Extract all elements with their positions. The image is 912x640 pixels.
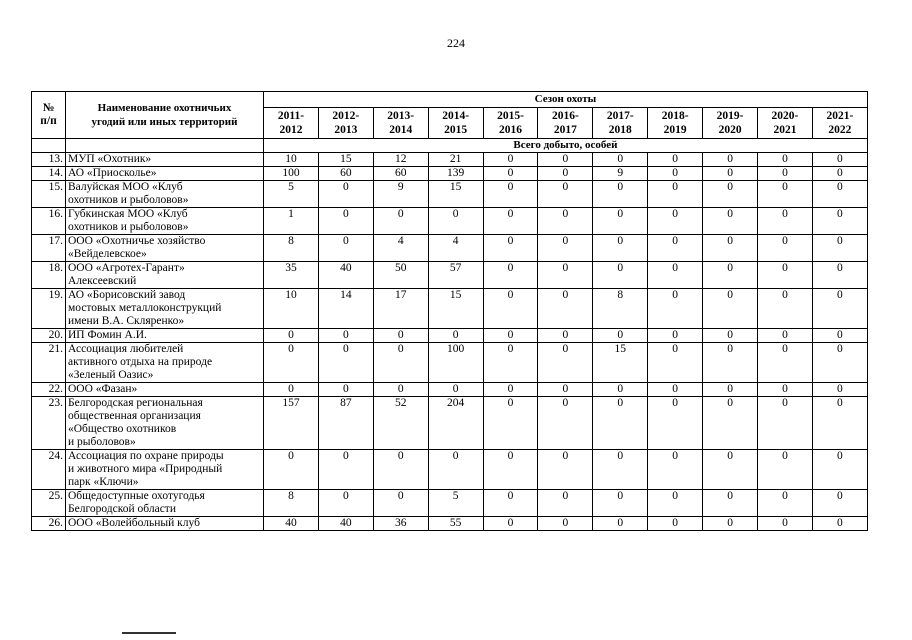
row-value: 0 [812, 208, 867, 235]
row-number: 13. [32, 153, 66, 167]
row-value: 15 [428, 289, 483, 329]
row-value: 0 [703, 262, 758, 289]
row-name: МУП «Охотник» [66, 153, 264, 167]
row-value: 0 [812, 289, 867, 329]
header-total: Всего добыто, особей [264, 139, 868, 153]
row-name: ООО «Волейбольный клуб [66, 517, 264, 531]
row-value: 0 [703, 208, 758, 235]
row-value: 0 [703, 383, 758, 397]
row-value: 0 [373, 208, 428, 235]
row-value: 0 [648, 329, 703, 343]
row-value: 0 [703, 517, 758, 531]
row-value: 0 [812, 181, 867, 208]
row-value: 0 [483, 289, 538, 329]
header-year: 2016- 2017 [538, 108, 593, 139]
row-value: 0 [593, 383, 648, 397]
row-value: 0 [593, 329, 648, 343]
row-value: 0 [812, 329, 867, 343]
row-value: 15 [593, 343, 648, 383]
row-value: 0 [483, 153, 538, 167]
header-year: 2020- 2021 [758, 108, 813, 139]
row-value: 8 [593, 289, 648, 329]
row-name: ООО «Охотничье хозяйство «Вейделевское» [66, 235, 264, 262]
row-value: 0 [758, 517, 813, 531]
row-value: 0 [593, 235, 648, 262]
row-value: 0 [538, 517, 593, 531]
row-number: 25. [32, 490, 66, 517]
row-value: 0 [703, 153, 758, 167]
row-value: 0 [648, 167, 703, 181]
header-year: 2015- 2016 [483, 108, 538, 139]
row-value: 0 [812, 397, 867, 450]
row-value: 0 [538, 397, 593, 450]
row-value: 100 [264, 167, 319, 181]
row-value: 0 [538, 289, 593, 329]
table-row [32, 167, 868, 181]
table-row [32, 262, 868, 289]
row-value: 9 [373, 181, 428, 208]
row-value: 0 [483, 517, 538, 531]
row-value: 0 [538, 262, 593, 289]
table-row [32, 383, 868, 397]
row-number: 24. [32, 450, 66, 490]
row-value: 0 [758, 262, 813, 289]
header-year: 2011- 2012 [264, 108, 319, 139]
row-value: 4 [373, 235, 428, 262]
row-value: 40 [264, 517, 319, 531]
header-year: 2018- 2019 [648, 108, 703, 139]
row-value: 0 [538, 235, 593, 262]
row-value: 0 [373, 450, 428, 490]
header-name: Наименование охотничьих угодий или иных территорий [66, 92, 264, 139]
row-value: 0 [373, 343, 428, 383]
row-value: 12 [373, 153, 428, 167]
table-row [32, 490, 868, 517]
row-value: 0 [428, 208, 483, 235]
table-row [32, 208, 868, 235]
row-value: 0 [648, 517, 703, 531]
row-value: 14 [318, 289, 373, 329]
row-name: Ассоциация любителей активного отдыха на природе «Зеленый Оазис» [66, 343, 264, 383]
row-value: 0 [483, 167, 538, 181]
row-number: 20. [32, 329, 66, 343]
row-value: 0 [483, 383, 538, 397]
row-value: 0 [538, 490, 593, 517]
row-value: 0 [593, 397, 648, 450]
row-value: 0 [318, 208, 373, 235]
row-value: 0 [812, 235, 867, 262]
row-value: 204 [428, 397, 483, 450]
row-name: Валуйская МОО «Клуб охотников и рыболовов» [66, 181, 264, 208]
row-value: 0 [264, 329, 319, 343]
row-value: 0 [703, 235, 758, 262]
row-value: 0 [758, 450, 813, 490]
table-row [32, 153, 868, 167]
row-value: 0 [593, 208, 648, 235]
row-value: 0 [538, 383, 593, 397]
row-number: 16. [32, 208, 66, 235]
row-value: 0 [648, 397, 703, 450]
row-value: 40 [318, 517, 373, 531]
row-value: 0 [648, 235, 703, 262]
row-value: 40 [318, 262, 373, 289]
row-value: 0 [593, 153, 648, 167]
row-value: 0 [703, 289, 758, 329]
row-number: 18. [32, 262, 66, 289]
row-name: Ассоциация по охране природы и животного мира «Природный парк «Ключи» [66, 450, 264, 490]
row-number: 23. [32, 397, 66, 450]
row-name: АО «Борисовский завод мостовых металлоконструкций имени В.А. Скляренко» [66, 289, 264, 329]
header-season: Сезон охоты [264, 92, 868, 108]
header-year: 2017- 2018 [593, 108, 648, 139]
row-value: 5 [428, 490, 483, 517]
row-value: 15 [428, 181, 483, 208]
footer-rule [122, 632, 176, 634]
row-value: 0 [483, 235, 538, 262]
row-value: 0 [428, 450, 483, 490]
row-number: 15. [32, 181, 66, 208]
row-value: 0 [318, 343, 373, 383]
table-row [32, 517, 868, 531]
row-value: 0 [812, 167, 867, 181]
row-value: 0 [318, 329, 373, 343]
row-value: 0 [758, 167, 813, 181]
row-number: 21. [32, 343, 66, 383]
row-value: 0 [648, 262, 703, 289]
row-value: 0 [703, 343, 758, 383]
row-value: 0 [812, 490, 867, 517]
row-value: 0 [593, 450, 648, 490]
row-name: ИП Фомин А.И. [66, 329, 264, 343]
row-value: 0 [593, 517, 648, 531]
row-value: 0 [538, 450, 593, 490]
row-value: 0 [428, 329, 483, 343]
row-value: 0 [483, 208, 538, 235]
row-value: 0 [264, 450, 319, 490]
row-number: 19. [32, 289, 66, 329]
row-value: 0 [318, 181, 373, 208]
row-value: 0 [373, 329, 428, 343]
row-value: 0 [812, 153, 867, 167]
row-value: 60 [318, 167, 373, 181]
row-value: 0 [428, 383, 483, 397]
row-value: 0 [483, 329, 538, 343]
row-number: 17. [32, 235, 66, 262]
row-value: 0 [483, 181, 538, 208]
row-value: 0 [373, 490, 428, 517]
row-value: 87 [318, 397, 373, 450]
row-value: 157 [264, 397, 319, 450]
row-value: 50 [373, 262, 428, 289]
row-value: 0 [538, 208, 593, 235]
row-value: 0 [538, 181, 593, 208]
table-row [32, 343, 868, 383]
row-value: 0 [483, 397, 538, 450]
row-value: 0 [758, 235, 813, 262]
row-value: 0 [758, 289, 813, 329]
header-blank [66, 139, 264, 153]
row-value: 52 [373, 397, 428, 450]
table-row [32, 329, 868, 343]
row-name: ООО «Агротех-Гарант» Алексеевский [66, 262, 264, 289]
row-value: 9 [593, 167, 648, 181]
row-value: 5 [264, 181, 319, 208]
row-value: 0 [538, 153, 593, 167]
table-row [32, 397, 868, 450]
row-value: 0 [264, 383, 319, 397]
row-value: 0 [483, 450, 538, 490]
row-value: 0 [758, 397, 813, 450]
row-value: 0 [538, 343, 593, 383]
row-number: 14. [32, 167, 66, 181]
row-value: 10 [264, 289, 319, 329]
row-value: 0 [483, 343, 538, 383]
row-value: 8 [264, 490, 319, 517]
row-value: 0 [318, 235, 373, 262]
row-value: 0 [593, 262, 648, 289]
row-number: 26. [32, 517, 66, 531]
table-row [32, 181, 868, 208]
row-value: 0 [812, 517, 867, 531]
row-name: Белгородская региональная общественная организация «Общество охотников и рыболовов» [66, 397, 264, 450]
row-value: 0 [758, 343, 813, 383]
header-year: 2012- 2013 [318, 108, 373, 139]
row-value: 0 [758, 383, 813, 397]
row-value: 0 [538, 167, 593, 181]
row-name: Общедоступные охотугодья Белгородской области [66, 490, 264, 517]
header-year: 2019- 2020 [703, 108, 758, 139]
row-value: 0 [264, 343, 319, 383]
row-value: 0 [758, 181, 813, 208]
row-value: 0 [318, 450, 373, 490]
row-name: ООО «Фазан» [66, 383, 264, 397]
header-year: 2013- 2014 [373, 108, 428, 139]
row-name: Губкинская МОО «Клуб охотников и рыболовов» [66, 208, 264, 235]
table-body [32, 153, 868, 531]
row-value: 0 [812, 450, 867, 490]
header-year: 2014- 2015 [428, 108, 483, 139]
row-value: 0 [648, 450, 703, 490]
row-value: 0 [648, 181, 703, 208]
row-value: 0 [538, 329, 593, 343]
row-value: 0 [483, 490, 538, 517]
row-value: 60 [373, 167, 428, 181]
row-value: 0 [648, 208, 703, 235]
header-number: № п/п [32, 92, 66, 139]
row-value: 0 [812, 383, 867, 397]
row-value: 139 [428, 167, 483, 181]
row-value: 0 [758, 329, 813, 343]
row-value: 0 [648, 289, 703, 329]
page-number: 224 [447, 36, 465, 50]
row-value: 0 [703, 397, 758, 450]
row-value: 0 [758, 153, 813, 167]
table-row [32, 289, 868, 329]
row-value: 0 [758, 208, 813, 235]
row-value: 0 [703, 167, 758, 181]
hunting-data-table [31, 91, 868, 531]
row-value: 55 [428, 517, 483, 531]
row-value: 0 [758, 490, 813, 517]
row-value: 0 [318, 383, 373, 397]
row-value: 10 [264, 153, 319, 167]
row-value: 0 [703, 490, 758, 517]
row-value: 0 [483, 262, 538, 289]
row-name: АО «Приосколье» [66, 167, 264, 181]
table-row [32, 450, 868, 490]
row-value: 0 [648, 153, 703, 167]
row-value: 0 [703, 450, 758, 490]
row-value: 0 [593, 181, 648, 208]
row-value: 0 [812, 262, 867, 289]
row-value: 17 [373, 289, 428, 329]
row-value: 100 [428, 343, 483, 383]
row-value: 15 [318, 153, 373, 167]
row-value: 1 [264, 208, 319, 235]
row-value: 21 [428, 153, 483, 167]
row-value: 57 [428, 262, 483, 289]
row-value: 0 [648, 383, 703, 397]
row-value: 0 [593, 490, 648, 517]
row-value: 8 [264, 235, 319, 262]
row-value: 35 [264, 262, 319, 289]
row-value: 0 [373, 383, 428, 397]
table-row [32, 235, 868, 262]
row-value: 0 [648, 490, 703, 517]
row-value: 36 [373, 517, 428, 531]
row-value: 0 [703, 181, 758, 208]
row-value: 4 [428, 235, 483, 262]
row-value: 0 [703, 329, 758, 343]
row-value: 0 [318, 490, 373, 517]
row-number: 22. [32, 383, 66, 397]
header-blank [32, 139, 66, 153]
row-value: 0 [648, 343, 703, 383]
row-value: 0 [812, 343, 867, 383]
header-year: 2021- 2022 [812, 108, 867, 139]
